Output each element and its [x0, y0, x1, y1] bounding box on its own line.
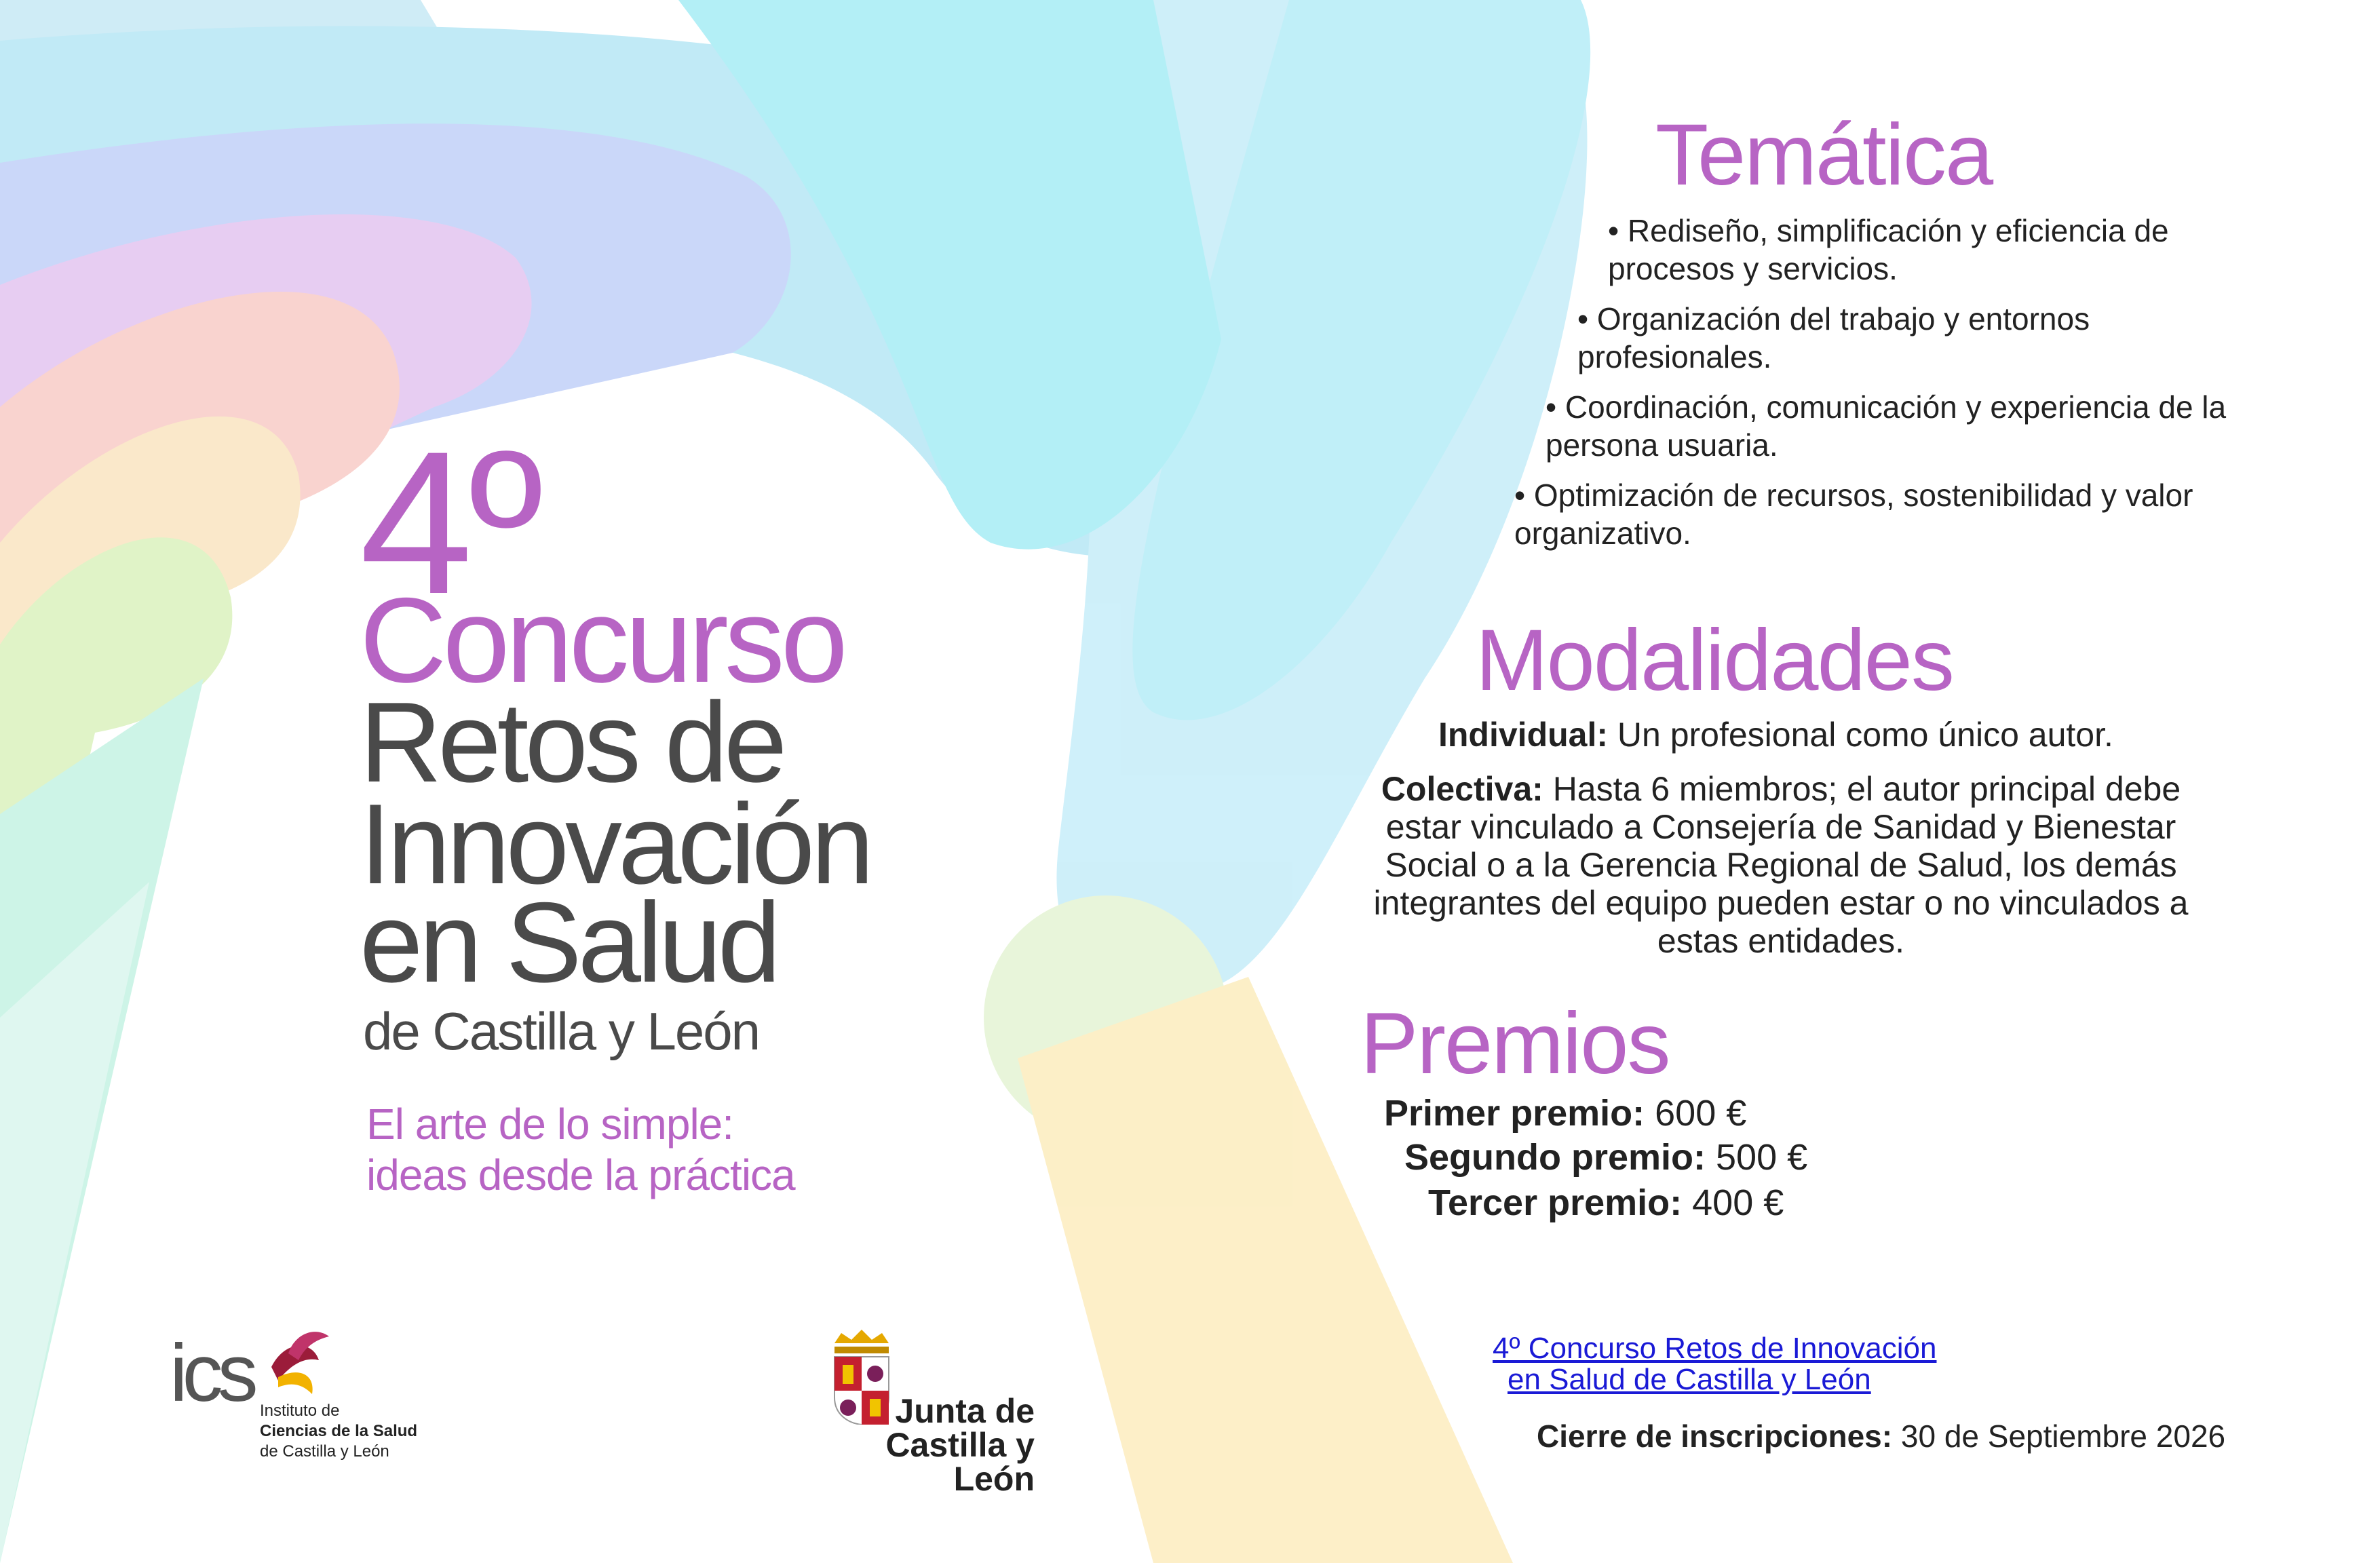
contest-word: Concurso	[360, 573, 844, 708]
jcyl-line-1: Junta de	[895, 1392, 1035, 1430]
title-line-2: Innovación	[360, 780, 870, 908]
prize-second-amount: 500 €	[1706, 1137, 1808, 1178]
jcyl-logo-text	[811, 1394, 1035, 1496]
individual-text: Un profesional como único autor.	[1608, 716, 2113, 754]
deadline	[1537, 1418, 2225, 1454]
contest-number: 4º	[360, 408, 539, 636]
prize-third-label: Tercer premio:	[1428, 1182, 1683, 1223]
ics-line-2: Ciencias de la Salud	[260, 1422, 418, 1440]
premios-heading: Premios	[1360, 995, 1670, 1092]
contest-link[interactable]	[1493, 1333, 1936, 1395]
modalidad-colectiva	[1364, 770, 2198, 960]
prize-first	[1384, 1092, 1746, 1134]
prize-first-label: Primer premio:	[1384, 1093, 1645, 1134]
contest-link-line-1[interactable]: 4º Concurso Retos de Innovación	[1493, 1332, 1937, 1365]
colectiva-text: Hasta 6 miembros; el autor principal debe estar vinculado a Consejería de Sanidad y Bienestar Social o a la Gerencia Regional de Salud, los demás integrantes del equipo pueden estar o no vinculados a estas entidades.	[1373, 770, 2189, 960]
deadline-value: 30 de Septiembre 2026	[1892, 1419, 2226, 1454]
ics-line-1: Instituto de	[260, 1402, 340, 1420]
ics-line-3: de Castilla y León	[260, 1442, 389, 1461]
ics-letters: ics	[170, 1328, 253, 1419]
tematica-item-2: • Organización del trabajo y entornos profesionales.	[1577, 301, 2090, 374]
jcyl-line-2: Castilla y León	[885, 1426, 1035, 1498]
tematica-item-4: • Optimización de recursos, sostenibilidad y valor organizativo.	[1514, 478, 2193, 551]
title-region: de Castilla y León	[363, 1001, 760, 1061]
tematica-item-3: • Coordinación, comunicación y experiencia de la persona usuaria.	[1546, 389, 2227, 463]
modalidad-individual	[1438, 716, 2113, 754]
prize-third-amount: 400 €	[1682, 1182, 1784, 1223]
colectiva-label: Colectiva:	[1381, 770, 1543, 808]
ics-logo-text	[260, 1401, 417, 1462]
title-line-3: en Salud	[360, 879, 778, 1006]
individual-label: Individual:	[1438, 716, 1608, 754]
deadline-label: Cierre de inscripciones:	[1537, 1419, 1893, 1454]
title-line-1: Retos de	[360, 678, 784, 806]
tematica-heading: Temática	[1655, 107, 1993, 204]
prize-third	[1428, 1182, 1784, 1224]
modalidades-heading: Modalidades	[1476, 612, 1953, 709]
tagline-2: ideas desde la práctica	[366, 1151, 795, 1199]
prize-second-label: Segundo premio:	[1404, 1137, 1706, 1178]
prize-second	[1404, 1136, 1807, 1178]
contest-link-line-2[interactable]: en Salud de Castilla y León	[1508, 1363, 1871, 1396]
tagline-1: El arte de lo simple:	[366, 1100, 734, 1149]
prize-first-amount: 600 €	[1645, 1093, 1747, 1134]
tematica-item-1: • Rediseño, simplificación y eficiencia de procesos y servicios.	[1608, 213, 2169, 286]
